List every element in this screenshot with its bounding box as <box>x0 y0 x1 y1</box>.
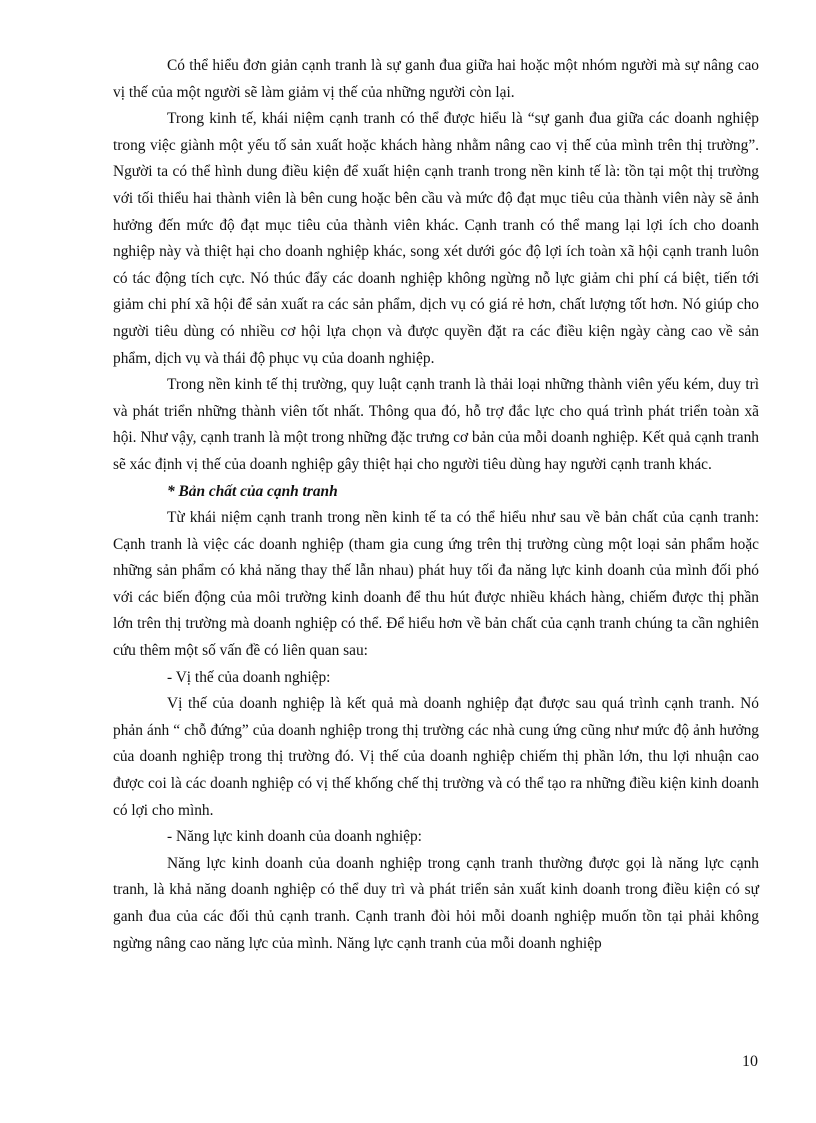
paragraph-business-capacity: Năng lực kinh doanh của doanh nghiệp trong cạnh tranh thường được gọi là năng lực cạnh tranh, là khả năng doanh nghiệp có thể duy trì và phát triển sản xuất kinh doanh trong điều kiện có sự ganh đua của các đối thủ cạnh tranh. Cạnh tranh đòi hỏi mỗi doanh nghiệp muốn tồn tại phải không ngừng nâng cao năng lực của mình. Năng lực cạnh tranh của mỗi doanh nghiệp <box>113 854 759 952</box>
page-number: 10 <box>742 1053 758 1070</box>
paragraph-enterprise-position: Vị thế của doanh nghiệp là kết quả mà doanh nghiệp đạt được sau quá trình cạnh tranh. Nó phản ánh “ chỗ đứng” của doanh nghiệp trong thị trường các nhà cung ứng cũng như mức độ ảnh hưởng của doanh nghiệp trong thị trường đó. Vị thế của doanh nghiệp chiếm thị phần lớn, thu lợi nhuận cao được coi là các doanh nghiệp có vị thế khống chế thị trường và có thể tạo ra những điều kiện kinh doanh có lợi cho mình. <box>113 695 759 819</box>
subheading-enterprise-position: - Vị thế của doanh nghiệp: <box>167 668 331 686</box>
paragraph-nature-of-competition: Từ khái niệm cạnh tranh trong nền kinh tế ta có thể hiểu như sau về bản chất của cạnh tranh: Cạnh tranh là việc các doanh nghiệp (tham gia cung ứng trên thị trường cùng một loại sản phẩm hoặc những sản phẩm có khả năng thay thế lẫn nhau) phát huy tối đa năng lực kinh doanh của mình đối phó với các biến động của môi trường kinh doanh để thu hút được nhiều khách hàng, chiếm được thị phần lớn trên thị trường mà doanh nghiệp có thể. Để hiểu hơn về bản chất của cạnh tranh chúng ta cần nghiên cứu thêm một số vấn đề có liên quan sau: <box>113 509 759 660</box>
paragraph-competition-definition: Có thể hiểu đơn giản cạnh tranh là sự ganh đua giữa hai hoặc một nhóm người mà sự nâng cao vị thế của một người sẽ làm giảm vị thế của những người còn lại. <box>113 57 759 101</box>
paragraph-market-economy: Trong nền kinh tế thị trường, quy luật cạnh tranh là thải loại những thành viên yếu kém, duy trì và phát triển những thành viên tốt nhất. Thông qua đó, hỗ trợ đắc lực cho quá trình phát triển toàn xã hội. Như vậy, cạnh tranh là một trong những đặc trưng cơ bản của mỗi doanh nghiệp. Kết quả cạnh tranh sẽ xác định vị thế của doanh nghiệp gây thiệt hại cho người tiêu dùng hay người cạnh tranh khác. <box>113 376 759 473</box>
paragraph-competition-economics: Trong kinh tế, khái niệm cạnh tranh có thể được hiểu là “sự ganh đua giữa các doanh nghiệp trong việc giành một yếu tố sản xuất hoặc khách hàng nhằm nâng cao vị thế của mình trên thị trường”. Người ta có thể hình dung điều kiện để xuất hiện cạnh tranh trong nền kinh tế là: tồn tại một thị trường với tối thiểu hai thành viên là bên cung hoặc bên cầu và mức độ đạt mục tiêu của thành viên này sẽ ảnh hưởng đến mức độ đạt mục tiêu của thành viên khác. Cạnh tranh có thể mang lại lợi ích cho doanh nghiệp này và thiệt hại cho doanh nghiệp khác, song xét dưới góc độ lợi ích toàn xã hội cạnh tranh luôn có tác động tích cực. Nó thúc đẩy các doanh nghiệp không ngừng nỗ lực giảm chi phí cá biệt, tiến tới giảm chi phí xã hội để sản xuất ra các sản phẩm, dịch vụ có giá rẻ hơn, chất lượng tốt hơn. Nó giúp cho người tiêu dùng có nhiều cơ hội lựa chọn và được quyền đặt ra các điều kiện ngày càng cao về sản phẩm, dịch vụ và thái độ phục vụ của doanh nghiệp. <box>113 110 759 367</box>
document-page <box>113 53 759 957</box>
section-heading-nature-of-competition: * Bản chất của cạnh tranh <box>167 482 338 500</box>
subheading-business-capacity: - Năng lực kinh doanh của doanh nghiệp: <box>167 828 422 846</box>
